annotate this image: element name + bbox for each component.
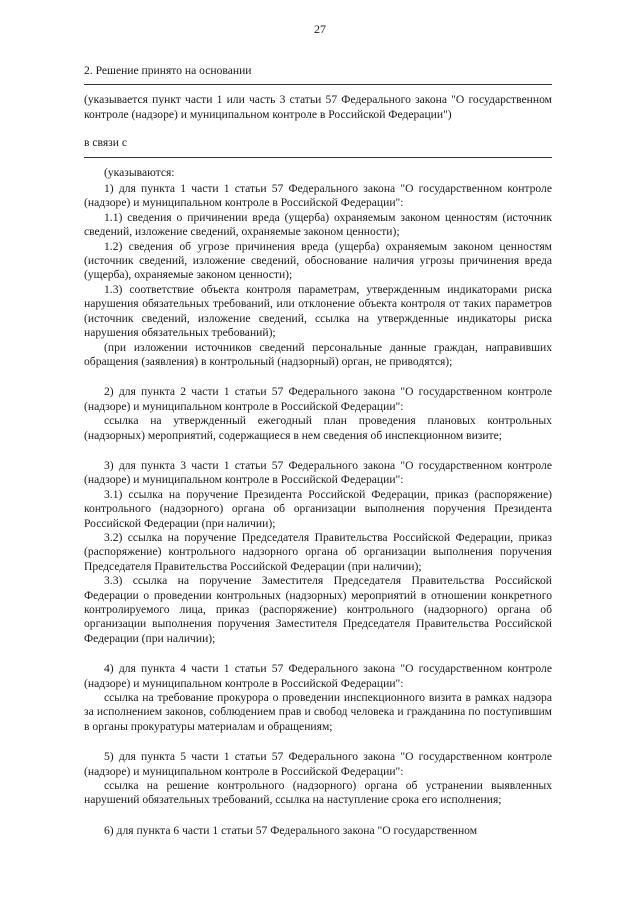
item-subparagraph: 3.2) ссылка на поручение Председателя Правительства Российской Федерации, приказ (распоряжение) контрольного надзорного органа об организации выполнения поручения Председателя Правительства Российской Федерации (при наличии);	[84, 530, 552, 573]
fill-line-basis[interactable]	[84, 84, 552, 85]
items-list	[84, 182, 552, 838]
item-subparagraph: 1.3) соответствие объекта контроля параметрам, утвержденным индикаторами риска нарушения обязательных требований, или отклонение объекта контроля от таких параметров (источник сведений, изложение сведений, ссылка на утвержденные индикаторы риска нарушения обязательных требований);	[84, 282, 552, 340]
field-hint-basis: (указывается пункт части 1 или часть 3 статьи 57 Федерального закона "О государственном контроле (надзоре) и муниципальном контроле в Российской Федерации")	[84, 93, 552, 121]
item-subparagraph: ссылка на требование прокурора о проведении инспекционного визита в рамках надзора за исполнением законов, соблюдением прав и свобод человека и гражданина по поступившим в органы прокуратуры материалам и обращениям;	[84, 691, 552, 733]
intro-text: (указываются:	[104, 165, 175, 179]
item-lead: 5) для пункта 5 части 1 статьи 57 Федерального закона "О государственном контроле (надзоре) и муниципальном контроле в Российской Федерации":	[84, 750, 552, 778]
field-label-reason: в связи с	[84, 136, 128, 150]
item-lead: 1) для пункта 1 части 1 статьи 57 Федерального закона "О государственном контроле (надзоре) и муниципальном контроле в Российской Федерации":	[84, 182, 552, 210]
item-subparagraph: 3.1) ссылка на поручение Президента Российской Федерации, приказ (распоряжение) контрольного (надзорного) органа об организации выполнения поручения Президента Российской Федерации (при наличии);	[84, 487, 552, 530]
item-subparagraph: 3.3) ссылка на поручение Заместителя Председателя Правительства Российской Федерации о проведении контрольных (надзорных) мероприятий в отношении конкретного контролируемого лица, приказ (распоряжение) контрольного (надзорного) органа об организации выполнения поручения Заместителя Председателя Правительства Российской Федерации (при наличии);	[84, 574, 552, 645]
item-subparagraph: ссылка на утвержденный ежегодный план проведения плановых контрольных (надзорных) мероприятий, содержащиеся в нем сведения об инспекционном визите;	[84, 414, 552, 442]
item-subparagraph: 1.2) сведения об угрозе причинения вреда (ущерба) охраняемым законом ценностям (источник сведений, изложение сведений, обоснование наличия угрозы причинения вреда (ущерба), охраняемые законом ценности);	[84, 239, 552, 282]
document-body	[84, 64, 552, 838]
item-subparagraph: (при изложении источников сведений персональные данные граждан, направивших обращения (заявления) в контрольный (надзорный) орган, не приводятся);	[84, 340, 552, 368]
item-lead: 4) для пункта 4 части 1 статьи 57 Федерального закона "О государственном контроле (надзоре) и муниципальном контроле в Российской Федерации":	[84, 662, 552, 690]
item-subparagraph: ссылка на решение контрольного (надзорного) органа об устранении выявленных нарушений обязательных требований, ссылка на наступление срока его исполнения;	[84, 779, 552, 807]
item-lead: 2) для пункта 2 части 1 статьи 57 Федерального закона "О государственном контроле (надзоре) и муниципальном контроле в Российской Федерации":	[84, 385, 552, 413]
page-number: 27	[314, 22, 326, 36]
field-label-basis: 2. Решение принято на основании	[84, 64, 252, 77]
item-lead: 6) для пункта 6 части 1 статьи 57 Федерального закона "О государственном	[104, 823, 478, 837]
item-lead: 3) для пункта 3 части 1 статьи 57 Федерального закона "О государственном контроле (надзоре) и муниципальном контроле в Российской Федерации":	[84, 458, 552, 487]
item-subparagraph: 1.1) сведения о причинении вреда (ущерба) охраняемым законом ценностям (источник сведений, изложение сведений, охраняемые законом ценности);	[84, 210, 552, 239]
